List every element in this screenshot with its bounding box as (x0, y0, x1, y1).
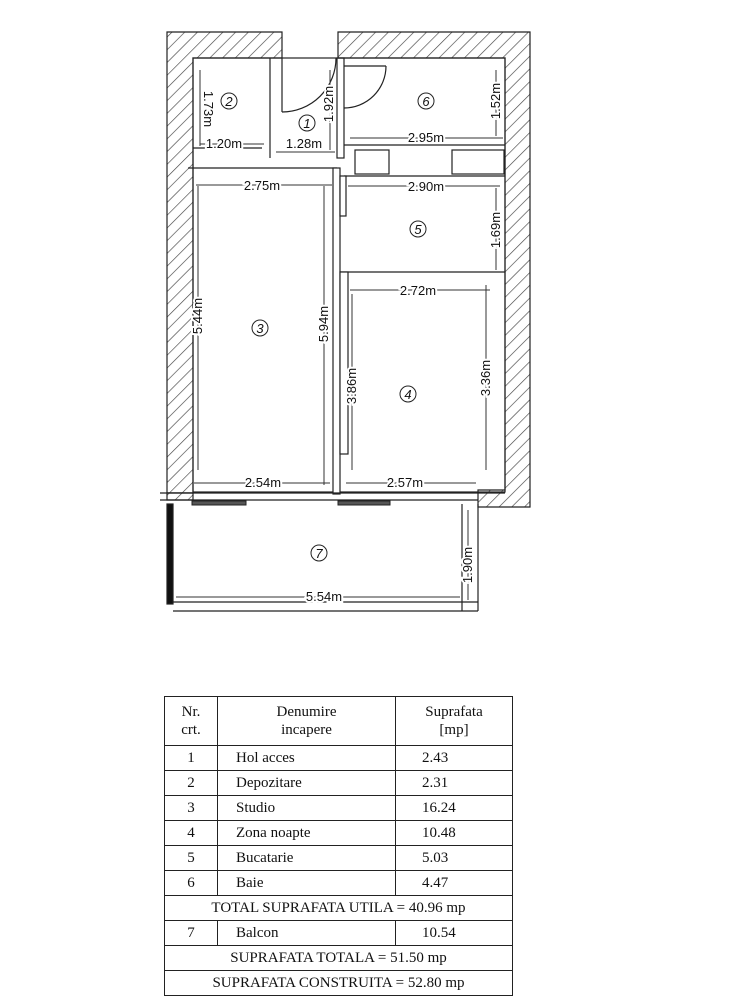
room-6-number: 6 (422, 94, 430, 109)
header-area (396, 697, 513, 746)
cell-area: 10.54 (396, 921, 513, 946)
table-header-row (165, 697, 513, 746)
dim-r3-height: 5.44m (190, 297, 205, 335)
total-row (165, 946, 513, 971)
dim-balcony-width: 5.54m (305, 589, 343, 604)
dim-r4-width-top: 2.72m (399, 283, 437, 298)
room-4-number: 4 (404, 387, 412, 402)
dim-r1-width: 1.28m (285, 136, 323, 151)
header-nr-line1: Nr. (181, 704, 201, 720)
dim-r4-left-height: 3.86m (344, 367, 359, 405)
cell-area: 4.47 (396, 871, 513, 896)
total-area: SUPRAFATA TOTALA = 51.50 mp (165, 946, 513, 971)
header-name (218, 697, 396, 746)
cell-nr: 5 (165, 846, 218, 871)
cell-area: 5.03 (396, 846, 513, 871)
table-row (165, 871, 513, 896)
cell-name: Baie (218, 871, 396, 896)
dim-balcony-height: 1.90m (460, 546, 475, 584)
header-name-line1: Denumire (276, 704, 337, 720)
cell-area: 10.48 (396, 821, 513, 846)
dim-r3-width-bottom: 2.54m (244, 475, 282, 490)
cell-name: Hol acces (218, 746, 396, 771)
cell-name: Balcon (218, 921, 396, 946)
room-3-number: 3 (256, 321, 264, 336)
header-name-line2: incapere (281, 722, 332, 738)
dim-r5-height: 1.69m (488, 211, 503, 249)
dim-r2-height: 1.73m (201, 90, 216, 128)
dim-r4-width-bottom: 2.57m (386, 475, 424, 490)
openings (192, 501, 390, 505)
total-utila: TOTAL SUPRAFATA UTILA = 40.96 mp (165, 896, 513, 921)
cell-nr: 7 (165, 921, 218, 946)
table-row (165, 846, 513, 871)
dim-r5-width: 2.90m (407, 179, 445, 194)
table-row (165, 796, 513, 821)
total-utila-row (165, 896, 513, 921)
header-nr-line2: crt. (181, 722, 201, 738)
cell-area: 2.31 (396, 771, 513, 796)
cell-area: 16.24 (396, 796, 513, 821)
dim-r1-height: 1.92m (321, 85, 336, 123)
built-area: SUPRAFATA CONSTRUITA = 52.80 mp (165, 971, 513, 996)
table-row (165, 921, 513, 946)
cell-name: Depozitare (218, 771, 396, 796)
table-row (165, 771, 513, 796)
header-area-line2: [mp] (439, 722, 469, 738)
header-area-line1: Suprafata (425, 704, 483, 720)
cell-name: Bucatarie (218, 846, 396, 871)
cell-nr: 3 (165, 796, 218, 821)
cell-nr: 6 (165, 871, 218, 896)
room-1-number: 1 (303, 116, 311, 131)
room-5-number: 5 (414, 222, 422, 237)
dim-r6-width: 2.95m (407, 130, 445, 145)
cell-nr: 2 (165, 771, 218, 796)
construita-row (165, 971, 513, 996)
cell-name: Studio (218, 796, 396, 821)
cell-nr: 1 (165, 746, 218, 771)
table-row (165, 821, 513, 846)
room-7-number: 7 (315, 546, 323, 561)
header-nr (165, 697, 218, 746)
area-table (164, 696, 513, 996)
dim-r3-width-top: 2.75m (243, 178, 281, 193)
cell-area: 2.43 (396, 746, 513, 771)
dim-r6-height: 1.52m (488, 82, 503, 120)
dim-r2-width: 1.20m (205, 136, 243, 151)
dim-r4-right-height: 3.36m (478, 359, 493, 397)
room-2-number: 2 (225, 94, 233, 109)
cell-nr: 4 (165, 821, 218, 846)
cell-name: Zona noapte (218, 821, 396, 846)
dim-r3-height-full: 5.94m (316, 305, 331, 343)
table-row (165, 746, 513, 771)
